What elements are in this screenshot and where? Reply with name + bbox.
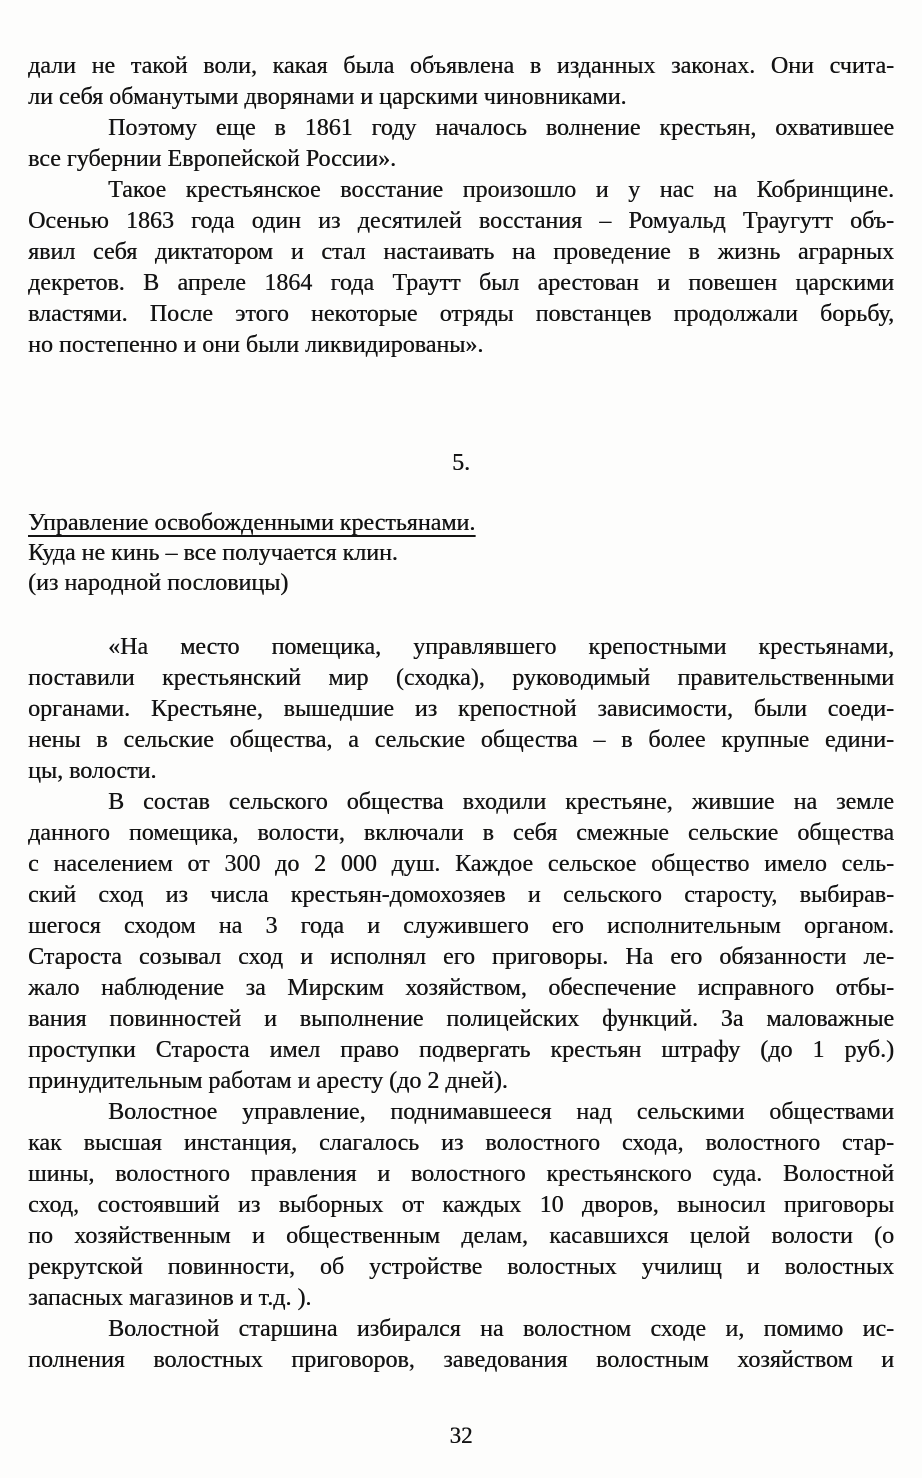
text-line: рекрутской повинности, об устройстве волостных училищ и волостных [28,1254,894,1280]
paragraph [28,1314,894,1376]
text-line: запасных магазинов и т.д. ). [28,1285,312,1311]
epigraph-line: Куда не кинь – все получается клин. [28,540,398,566]
epigraph-attribution: (из народной пословицы) [28,570,289,596]
text-line: но постепенно и они были ликвидированы». [28,332,484,358]
text-line: «На место помещика, управлявшего крепостными крестьянами, [108,634,894,660]
text-line: явил себя диктатором и стал настаивать на проведение в жизнь аграрных [28,239,894,265]
text-line: жало наблюдение за Мирским хозяйством, обеспечение исправного отбы- [28,975,894,1001]
text-line: органами. Крестьяне, вышедшие из крепостной зависимости, были соеди- [28,696,894,722]
text-line: Староста созывал сход и исполнял его приговоры. На его обязанности ле- [28,944,894,970]
text-line: цы, волости. [28,758,157,784]
text-line: В состав сельского общества входили крестьяне, жившие на земле [108,789,894,815]
text-line: по хозяйственным и общественным делам, касавшихся целой волости (о [28,1223,894,1249]
text-line: сход, состоявший из выборных от каждых 10 дворов, выносил приговоры [28,1192,894,1218]
text-line: шины, волостного правления и волостного крестьянского суда. Волостной [28,1161,894,1187]
text-line: поставили крестьянский мир (сходка), руководимый правительственными [28,665,894,691]
paragraph [28,175,894,361]
text-line: декретов. В апреле 1864 года Траутт был арестован и повешен царскими [28,270,894,296]
paragraph [28,787,894,1097]
text-line: дали не такой воли, какая была объявлена в изданных законах. Они счита- [28,53,894,79]
text-line: Волостной старшина избирался на волостном сходе и, помимо ис- [108,1316,894,1342]
text-line: полнения волостных приговоров, заведования волостным хозяйством и [28,1347,894,1373]
text-line: Волостное управление, поднимавшееся над сельскими обществами [108,1099,894,1125]
text-line: нены в сельские общества, а сельские общества – в более крупные едини- [28,727,894,753]
text-line: Осенью 1863 года один из десятилей восстания – Ромуальд Траугутт объ- [28,208,894,234]
paragraph [28,1097,894,1314]
text-line: все губернии Европейской России». [28,146,397,172]
text-line: властями. После этого некоторые отряды повстанцев продолжали борьбу, [28,301,894,327]
section-number: 5. [452,450,470,476]
text-line: как высшая инстанция, слагалось из волостного схода, волостного стар- [28,1130,894,1156]
section-heading-block [28,508,894,598]
text-line: ли себя обманутыми дворянами и царскими чиновниками. [28,84,627,110]
text-line: шегося сходом на 3 года и служившего его исполнительным органом. [28,913,894,939]
text-line: Поэтому еще в 1861 году началось волнение крестьян, охватившее [108,115,894,141]
intro-paragraphs [28,51,894,361]
text-line: данного помещика, волости, включали в себя смежные сельские общества [28,820,894,846]
paragraph [28,113,894,175]
text-line: вания повинностей и выполнение полицейских функций. За маловажные [28,1006,894,1032]
page-number: 32 [449,1423,473,1448]
text-line: проступки Староста имел право подвергать крестьян штрафу (до 1 руб.) [28,1037,894,1063]
body-paragraphs [28,632,894,1376]
text-line: с населением от 300 до 2 000 душ. Каждое сельское общество имело сель- [28,851,894,877]
paragraph [28,51,894,113]
text-line: принудительным работам и аресту (до 2 дней). [28,1068,508,1094]
text-line: Такое крестьянское восстание произошло и у нас на Кобринщине. [108,177,894,203]
paragraph [28,632,894,787]
section-title: Управление освобожденными крестьянами. [28,510,476,536]
text-line: ский сход из числа крестьян-домохозяев и сельского старосту, выбирав- [28,882,894,908]
